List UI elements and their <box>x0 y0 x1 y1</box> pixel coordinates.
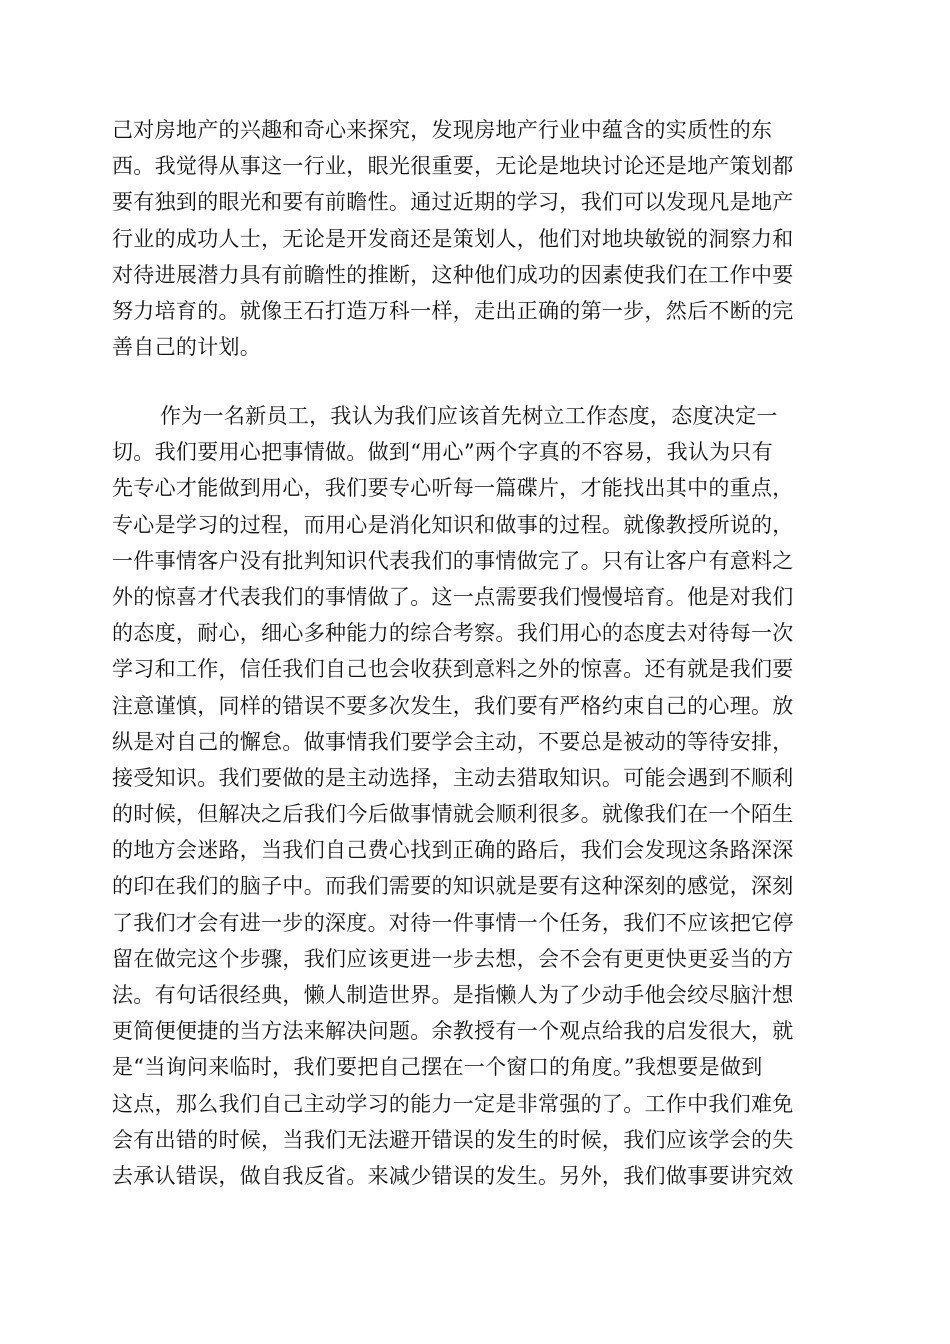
text-line: 的态度，耐心，细心多种能力的综合考察。我们用心的态度去对待每一次 <box>112 621 794 646</box>
text-line: 注意谨慎，同样的错误不要多次发生，我们要有严格约束自己的心理。放 <box>112 693 794 718</box>
text-line: 学习和工作，信任我们自己也会收获到意料之外的惊喜。还有就是我们要 <box>112 657 794 682</box>
text-line-first-indented: 作为一名新员工，我认为我们应该首先树立工作态度，态度决定一 <box>160 404 778 428</box>
text-line: 这点，那么我们自己主动学习的能力一定是非常强的了。工作中我们难免 <box>112 1091 794 1116</box>
text-line: 的时候，但解决之后我们今后做事情就会顺利很多。就像我们在一个陌生 <box>112 802 794 827</box>
text-line: 的地方会迷路，当我们自己费心找到正确的路后，我们会发现这条路深深 <box>112 838 794 863</box>
text-line: 己对房地产的兴趣和奇心来探究，发现房地产行业中蕴含的实质性的东 <box>112 118 773 142</box>
text-line: 切。我们要用心把事情做。做到“用心”两个字真的不容易，我认为只有 <box>112 440 774 465</box>
text-line: 一件事情客户没有批判知识代表我们的事情做完了。只有让客户有意料之 <box>112 548 794 573</box>
text-line: 留在做完这个步骤，我们应该更进一步去想，会不会有更更快更妥当的方 <box>112 946 794 971</box>
text-line: 是“当询问来临时，我们要把自己摆在一个窗口的角度。”我想要是做到 <box>112 1055 763 1080</box>
text-line: 善自己的计划。 <box>112 335 262 360</box>
text-line: 对待进展潜力具有前瞻性的推断，这种他们成功的因素使我们在工作中要 <box>112 262 794 287</box>
text-line: 接受知识。我们要做的是主动选择，主动去猎取知识。可能会遇到不顺利 <box>112 765 794 790</box>
text-line: 纵是对自己的懈怠。做事情我们要学会主动，不要总是被动的等待安排， <box>112 729 794 754</box>
paragraph-2 <box>112 398 832 1194</box>
text-line: 努力培育的。就像王石打造万科一样，走出正确的第一步，然后不断的完 <box>112 298 794 323</box>
paragraph-1 <box>112 112 832 365</box>
text-line: 行业的成功人士，无论是开发商还是策划人，他们对地块敏锐的洞察力和 <box>112 226 794 251</box>
text-line: 会有出错的时候，当我们无法避开错误的发生的时候，我们应该学会的失 <box>112 1127 794 1152</box>
text-line: 先专心才能做到用心，我们要专心听每一篇碟片，才能找出其中的重点， <box>112 476 794 501</box>
text-line: 法。有句话很经典，懒人制造世界。是指懒人为了少动手他会绞尽脑汁想 <box>112 983 794 1007</box>
text-line: 西。我觉得从事这一行业，眼光很重要，无论是地块讨论还是地产策划都 <box>112 154 794 179</box>
text-line: 更简便便捷的当方法来解决问题。余教授有一个观点给我的启发很大，就 <box>112 1019 794 1044</box>
text-line: 专心是学习的过程，而用心是消化知识和做事的过程。就像教授所说的， <box>112 512 794 537</box>
text-line: 要有独到的眼光和要有前瞻性。通过近期的学习，我们可以发现凡是地产 <box>112 190 794 215</box>
text-line: 去承认错误，做自我反省。来减少错误的发生。另外，我们做事要讲究效 <box>112 1163 794 1188</box>
text-line: 外的惊喜才代表我们的事情做了。这一点需要我们慢慢培育。他是对我们 <box>112 584 794 609</box>
text-line: 的印在我们的脑子中。而我们需要的知识就是要有这种深刻的感觉，深刻 <box>112 874 794 899</box>
text-line: 了我们才会有进一步的深度。对待一件事情一个任务，我们不应该把它停 <box>112 910 794 935</box>
